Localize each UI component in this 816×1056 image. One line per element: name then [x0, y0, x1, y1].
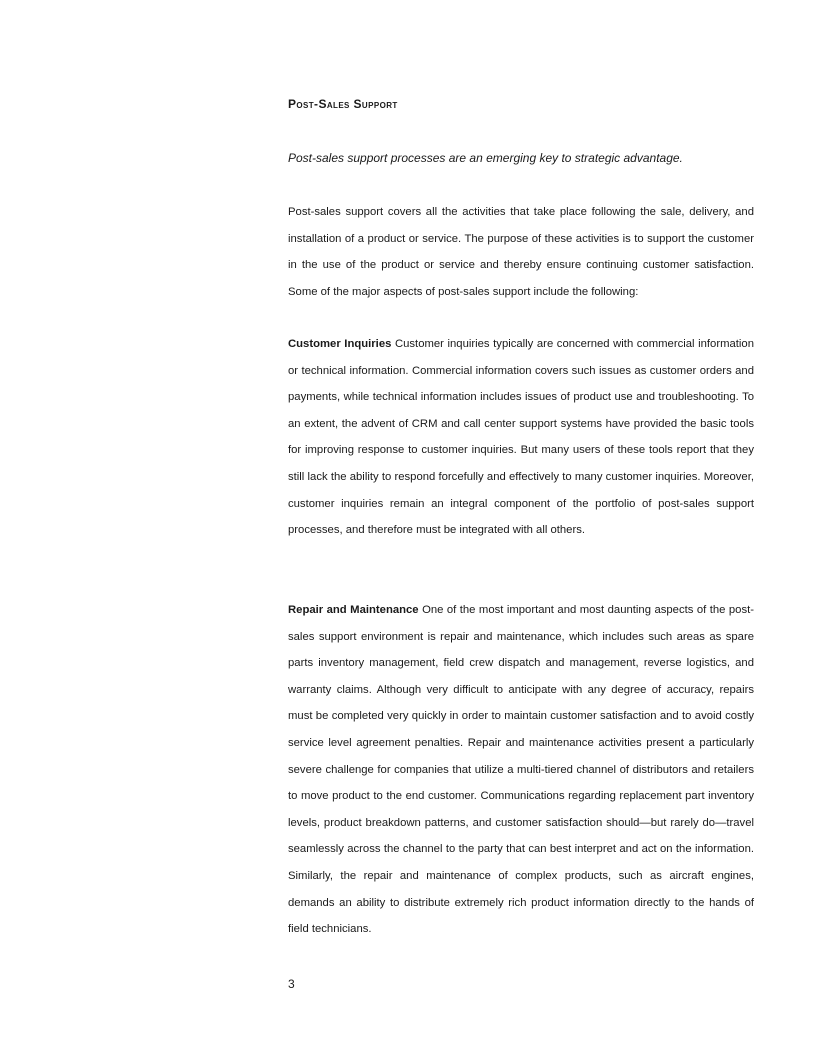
customer-inquiries-paragraph [288, 331, 754, 544]
section-lede: Post-sales support processes are an emerging key to strategic advantage. [288, 151, 683, 165]
intro-paragraph: Post-sales support covers all the activities that take place following the sale, delivery, and installation of a product or service. The purpose of these activities is to support the customer in the use of the product or service and thereby ensure continuing customer satisfaction. Some of the major aspects of post-sales support include the following: [288, 206, 754, 298]
page-number: 3 [288, 977, 295, 991]
customer-inquiries-run-in-heading: Customer Inquiries [288, 338, 392, 350]
repair-maintenance-paragraph [288, 597, 754, 943]
repair-maintenance-run-in-heading: Repair and Maintenance [288, 604, 419, 616]
repair-maintenance-text: One of the most important and most daunting aspects of the post-sales support environment is repair and maintenance, which includes such areas as spare parts inventory management, field crew dispatch and management, reverse logistics, and warranty claims. Although very difficult to anticipate with any degree of accuracy, repairs must be completed very quickly in order to maintain customer satisfaction and to avoid costly service level agreement penalties. Repair and maintenance activities present a particularly severe challenge for companies that utilize a multi-tiered channel of distributors and retailers to move product to the end customer. Communications regarding replacement part inventory levels, product breakdown patterns, and customer satisfaction should—but rarely do—travel seamlessly across the channel to the party that can best interpret and act on the information. Similarly, the repair and maintenance of complex products, such as aircraft engines, demands an ability to distribute extremely rich product information directly to the hands of field technicians. [288, 604, 755, 936]
customer-inquiries-text: Customer inquiries typically are concerned with commercial information or technical information. Commercial information covers such issues as customer orders and payments, while technical information includes issues of product use and troubleshooting. To an extent, the advent of CRM and call center support systems have provided the basic tools for improving response to customer inquiries. But many users of these tools report that they still lack the ability to respond forcefully and effectively to many customer inquiries. Moreover, customer inquiries remain an integral component of the portfolio of post-sales support processes, and therefore must be integrated with all others. [288, 338, 754, 537]
section-heading: Post-Sales Support [288, 97, 398, 111]
